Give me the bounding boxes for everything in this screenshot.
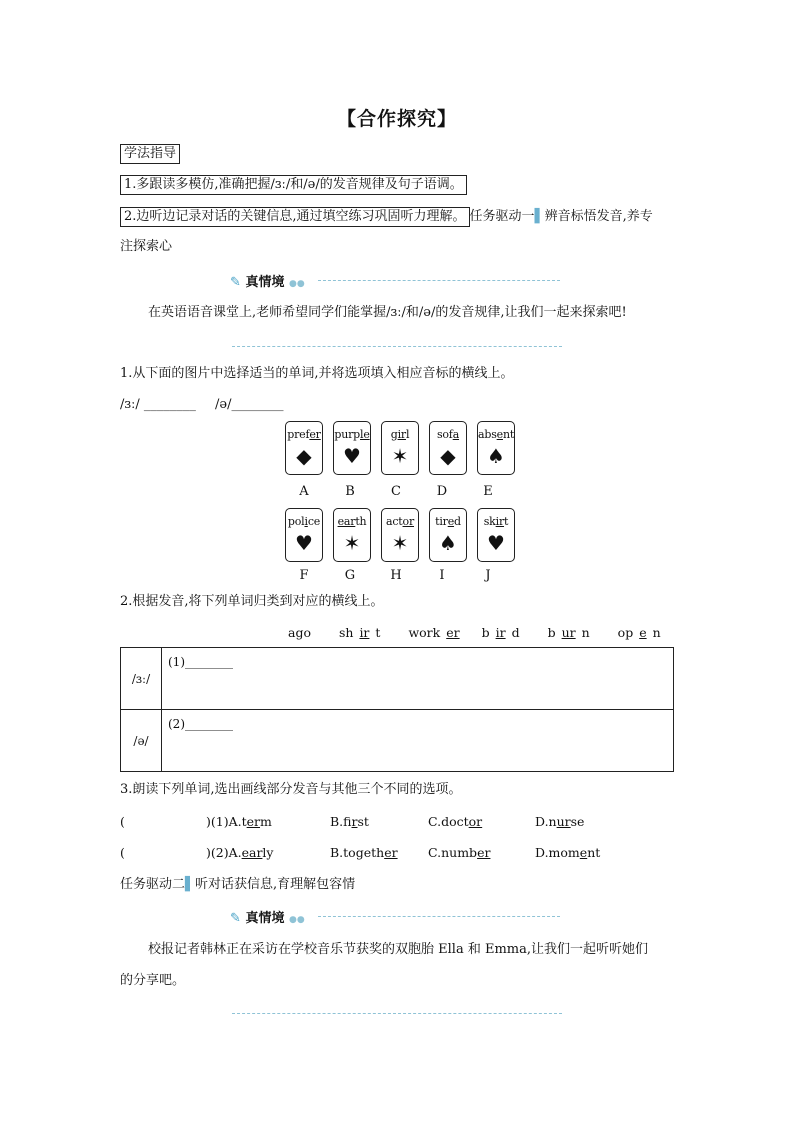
card-i[interactable]: tired ♠ xyxy=(429,508,467,562)
task2-heading: 任务驱动二▌听对话获信息,育理解包容情 xyxy=(120,877,356,892)
study-guide-label: 学法指导 xyxy=(120,144,180,164)
word-ago: ago xyxy=(288,625,311,640)
card-row-1 xyxy=(285,421,525,475)
card-f[interactable]: police ♥ xyxy=(285,508,323,562)
q3-item-1-paren: ( xyxy=(120,814,125,829)
word-burn: b ur n xyxy=(547,625,590,640)
q2-word-list xyxy=(276,625,673,640)
card-letters-row-2: F G H I J xyxy=(299,568,491,583)
card-d[interactable]: sofa ◆ xyxy=(429,421,467,475)
task1-heading-cont: 注探索心 xyxy=(120,239,173,254)
heart-icon: ♥ xyxy=(295,531,313,555)
card-a[interactable]: prefer ◆ xyxy=(285,421,323,475)
word-shirt: sh ir t xyxy=(338,625,381,640)
star-icon: ✶ xyxy=(343,531,361,555)
row-blank-1[interactable]: (1)________ xyxy=(162,648,674,710)
card-h[interactable]: actor ✶ xyxy=(381,508,419,562)
scenario-banner-1: ✎ 真情境 ●● xyxy=(230,275,305,290)
card-e[interactable]: absent ♠ xyxy=(477,421,515,475)
task2-intro-line-1: 校报记者韩林正在采访在学校音乐节获奖的双胞胎 Ella 和 Emma,让我们一起听听她们 xyxy=(148,942,648,957)
q1-prompt: 1.从下面的图片中选择适当的单词,并将选项填入相应音标的横线上。 xyxy=(120,366,514,381)
spade-icon: ♠ xyxy=(439,531,457,555)
q3-item-2-b[interactable]: B.together xyxy=(330,845,398,860)
study-guide-item-1: 1.多跟读多模仿,准确把握/ɜː/和/ə/的发音规律及句子语调。 xyxy=(120,175,467,195)
q3-item-2-c[interactable]: C.number xyxy=(428,845,491,860)
pen-icon: ✎ xyxy=(230,911,241,926)
heart-icon: ♥ xyxy=(487,531,505,555)
word-worker: work er xyxy=(408,625,460,640)
banner-divider xyxy=(318,280,560,281)
card-b[interactable]: purple ♥ xyxy=(333,421,371,475)
row-blank-2[interactable]: (2)________ xyxy=(162,710,674,772)
section-divider xyxy=(232,1013,562,1014)
card-row-2 xyxy=(285,508,525,562)
star-icon: ✶ xyxy=(391,444,409,468)
card-g[interactable]: earth ✶ xyxy=(333,508,371,562)
q3-item-1-d[interactable]: D.nurse xyxy=(535,814,585,829)
card-j[interactable]: skirt ♥ xyxy=(477,508,515,562)
q1-blank-schwa[interactable]: /ə/________ xyxy=(215,397,284,412)
task1-intro: 在英语语音课堂上,老师希望同学们能掌握/ɜː/和/ə/的发音规律,让我们一起来探索吧! xyxy=(148,305,627,320)
q3-item-1-c[interactable]: C.doctor xyxy=(428,814,483,829)
word-open: op e n xyxy=(617,625,661,640)
task2-intro-line-2: 的分享吧。 xyxy=(120,973,186,988)
word-bird: b ir d xyxy=(481,625,520,640)
q3-item-2-d[interactable]: D.moment xyxy=(535,845,601,860)
q3-prompt: 3.朗读下列单词,选出画线部分发音与其他三个不同的选项。 xyxy=(120,782,462,797)
q3-item-2-a[interactable]: )(2)A.early xyxy=(206,845,274,860)
q3-item-2-paren: ( xyxy=(120,845,125,860)
spade-icon: ♠ xyxy=(487,444,505,468)
q1-blank-er[interactable]: /ɜː/ ________ xyxy=(120,397,196,412)
star-icon: ✶ xyxy=(391,531,409,555)
diamond-icon: ◆ xyxy=(440,444,456,468)
card-letters-row-1: A B C D E xyxy=(299,484,493,499)
row-label-schwa: /ə/ xyxy=(121,710,162,772)
q3-item-1-a[interactable]: )(1)A.term xyxy=(206,814,272,829)
diamond-icon: ◆ xyxy=(296,444,312,468)
section-divider xyxy=(232,346,562,347)
study-guide-item-2: 2.边听边记录对话的关键信息,通过填空练习巩固听力理解。 任务驱动一▌辨音标悟发音,养专 xyxy=(120,207,653,227)
scenario-banner-2: ✎ 真情境 ●● xyxy=(230,911,305,926)
row-label-er: /ɜː/ xyxy=(121,648,162,710)
q3-item-1-b[interactable]: B.first xyxy=(330,814,369,829)
banner-divider xyxy=(318,916,560,917)
q2-prompt: 2.根据发音,将下列单词归类到对应的横线上。 xyxy=(120,594,384,609)
pen-icon: ✎ xyxy=(230,275,241,290)
heart-icon: ♥ xyxy=(343,444,361,468)
card-c[interactable]: girl ✶ xyxy=(381,421,419,475)
page-title: 【合作探究】 xyxy=(336,108,457,130)
sort-table xyxy=(120,647,674,772)
